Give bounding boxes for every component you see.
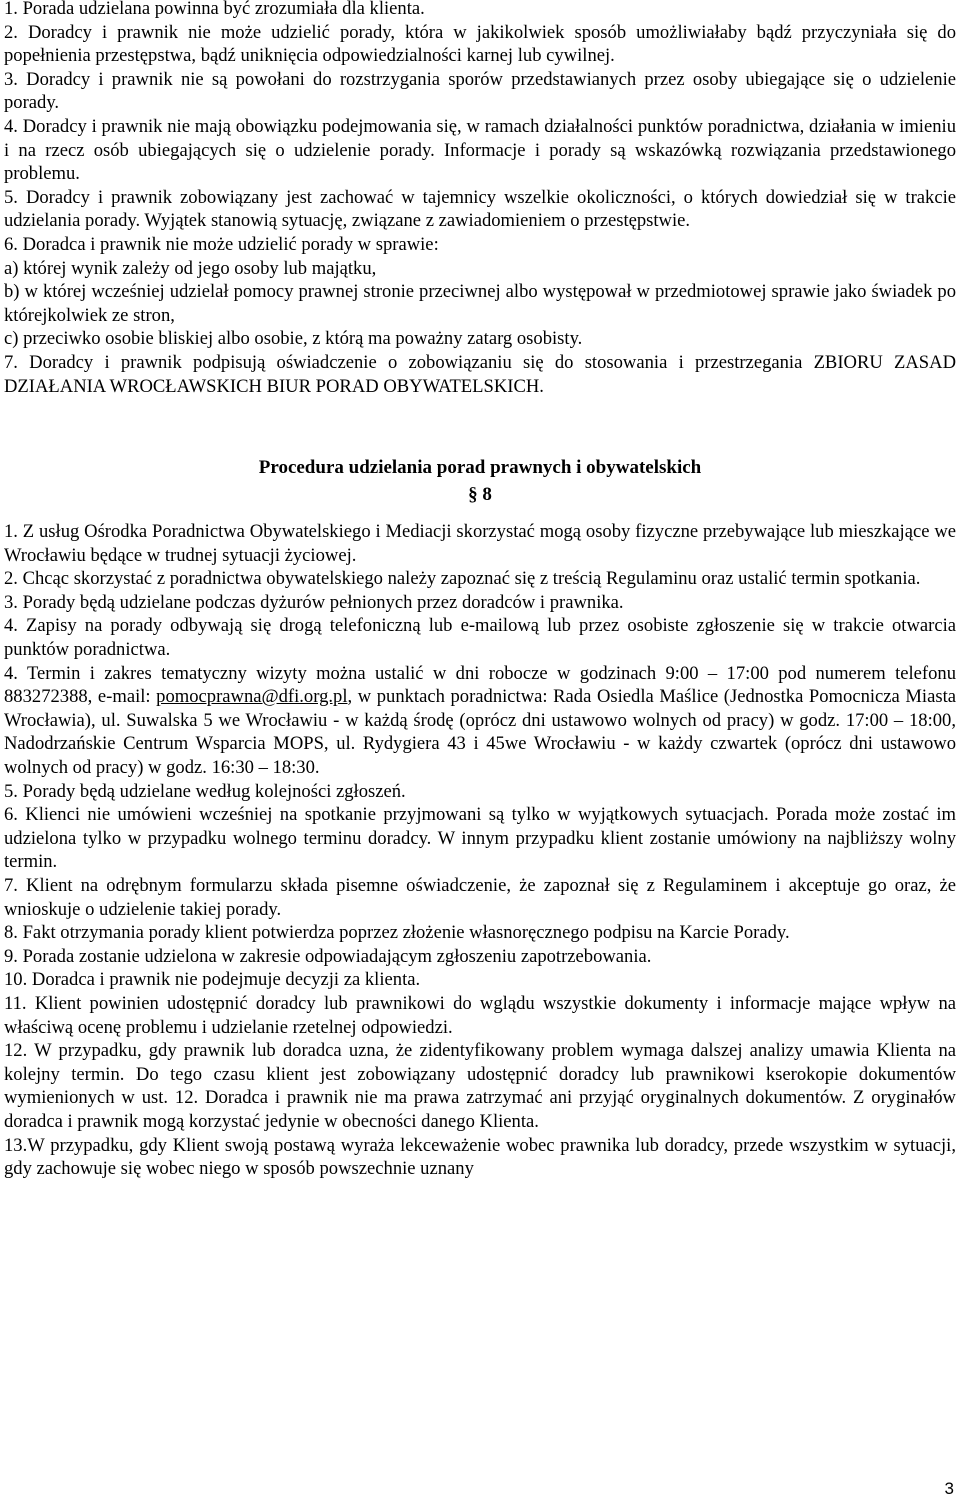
rule-1: 1. Porada udzielana powinna być zrozumiała dla klienta.: [4, 0, 425, 19]
procedure-item-4b-text-start: 4. Termin i zakres tematyczny wizyty można ustalić w dni robocze w godzinach 9:00 – 17:00 pod numerem telefonu 883272388, e-mail:: [4, 662, 956, 708]
procedure-item-10: 10. Doradca i prawnik nie podejmuje decyzji za klienta.: [4, 969, 421, 991]
procedure-item-4b: [4, 662, 956, 780]
rule-2: 2. Doradcy i prawnik nie może udzielić porady, która w jakikolwiek sposób umożliwiałaby bądź przyczyniała się do popełnienia przestępstwa, bądź uniknięcia odpowiedzialności karnej lub cywilnej.: [4, 21, 956, 67]
section-spacer: [4, 398, 956, 445]
procedure-item-11: 11. Klient powinien udostępnić doradcy lub prawnikowi do wglądu wszystkie dokumenty i informacje mające wpływ na właściwą ocenę problemu i udzielanie rzetelnej odpowiedzi.: [4, 992, 956, 1038]
procedure-item-3: 3. Porady będą udzielane podczas dyżurów pełnionych przez doradców i prawnika.: [4, 591, 624, 613]
rule-6a: a) której wynik zależy od jego osoby lub majątku,: [4, 257, 377, 279]
procedure-item-4a: 4. Zapisy na porady odbywają się drogą telefoniczną lub e-mailową lub przez osobiste zgłoszenie się w trakcie otwarcia punktów poradnictwa.: [4, 615, 956, 661]
document-page: [4, 0, 956, 1181]
procedure-item-2: 2. Chcąc skorzystać z poradnictwa obywatelskiego należy zapoznać się z treścią Regulaminu oraz ustalić termin spotkania.: [4, 568, 921, 590]
procedure-item-9: 9. Porada zostanie udzielona w zakresie odpowiadającym zgłoszeniu zapotrzebowania.: [4, 945, 652, 967]
rule-6: 6. Doradca i prawnik nie może udzielić porady w sprawie:: [4, 233, 439, 255]
page-number: 3: [944, 1479, 954, 1498]
section-title: Procedura udzielania porad prawnych i obywatelskich: [258, 457, 702, 479]
rule-4: 4. Doradcy i prawnik nie mają obowiązku podejmowania się, w ramach działalności punktów poradnictwa, działania w imieniu i na rzecz osób ubiegających się o udzielenie porady. Informacje i porady są wskazówką rozwiązania przedstawionego problemu.: [4, 115, 956, 185]
rule-3: 3. Doradcy i prawnik nie są powołani do rozstrzygania sporów przedstawianych przez osoby ubiegające się o udzielenie porady.: [4, 68, 956, 114]
procedure-item-5: 5. Porady będą udzielane według kolejności zgłoszeń.: [4, 780, 406, 802]
rule-6c: c) przeciwko osobie bliskiej albo osobie, z którą ma poważny zatarg osobisty.: [4, 328, 583, 350]
rule-7: 7. Doradcy i prawnik podpisują oświadczenie o zobowiązaniu się do stosowania i przestrzegania ZBIORU ZASAD DZIAŁANIA WROCŁAWSKICH BIUR PORAD OBYWATELSKICH.: [4, 351, 956, 397]
procedure-item-4b-text-end: , w punktach poradnictwa: Rada Osiedla Maślice (Jednostka Pomocnicza Miasta Wrocławia), ul. Suwalska 5 we Wrocławiu - w każdą środę (oprócz dni ustawowo wolnych od pracy) w godz. 17:00 – 18:00, Nadodrzańskie Centrum Wsparcia MOPS, ul. Rydygiera 43 i 45we Wrocławiu - w każdy czwartek (oprócz dni ustawowo wolnych od pracy) w godz. 16:30 – 18:30.: [4, 686, 956, 779]
procedure-item-12: 12. W przypadku, gdy prawnik lub doradca uzna, że zidentyfikowany problem wymaga dalszej analizy umawia Klienta na kolejny termin. Do tego czasu klient jest zobowiązany udostępnić doradcy lub prawnikowi kserokopie dokumentów wymienionych w ust. 12. Doradca i prawnik nie ma prawa zatrzymać ani przyjąć oryginalnych dokumentów. Z oryginałów doradca i prawnik mogą korzystać jedynie w obecności danego Klienta.: [4, 1040, 956, 1132]
rule-6b: b) w której wcześniej udzielał pomocy prawnej stronie przeciwnej albo występował w przedmiotowej sprawie jako świadek po którejkolwiek ze stron,: [4, 281, 956, 326]
procedure-item-8: 8. Fakt otrzymania porady klient potwierdza poprzez złożenie własnoręcznego podpisu na Karcie Porady.: [4, 922, 790, 944]
rule-5: 5. Doradcy i prawnik zobowiązany jest zachować w tajemnicy wszelkie okoliczności, o których dowiedział się w trakcie udzielania porady. Wyjątek stanowią sytuację, związane z zawiadomieniem o przestępstwie.: [4, 186, 956, 232]
email-link[interactable]: pomocprawna@dfi.org.pl: [156, 686, 348, 708]
section-mark: § 8: [468, 484, 492, 506]
procedure-item-7: 7. Klient na odrębnym formularzu składa pisemne oświadczenie, że zapoznał się z Regulaminem i akceptuje go oraz, że wnioskuje o udzielenie takiej porady.: [4, 875, 956, 920]
procedure-item-13: 13.W przypadku, gdy Klient swoją postawą wyraża lekceważenie wobec prawnika lub doradcy, przede wszystkim w sytuacji, gdy zachowuje się wobec niego w sposób powszechnie uznany: [4, 1134, 956, 1180]
procedure-item-6: 6. Klienci nie umówieni wcześniej na spotkanie przyjmowani są tylko w wyjątkowych sytuacjach. Porada może zostać im udzielona tylko w przypadku wolnego terminu doradcy. W innym przypadku klient zostanie umówiony na najbliższy wolny termin.: [4, 804, 956, 873]
procedure-item-1: 1. Z usług Ośrodka Poradnictwa Obywatelskiego i Mediacji skorzystać mogą osoby fizyczne przebywające lub mieszkające we Wrocławiu będące w trudnej sytuacji życiowej.: [4, 521, 956, 566]
